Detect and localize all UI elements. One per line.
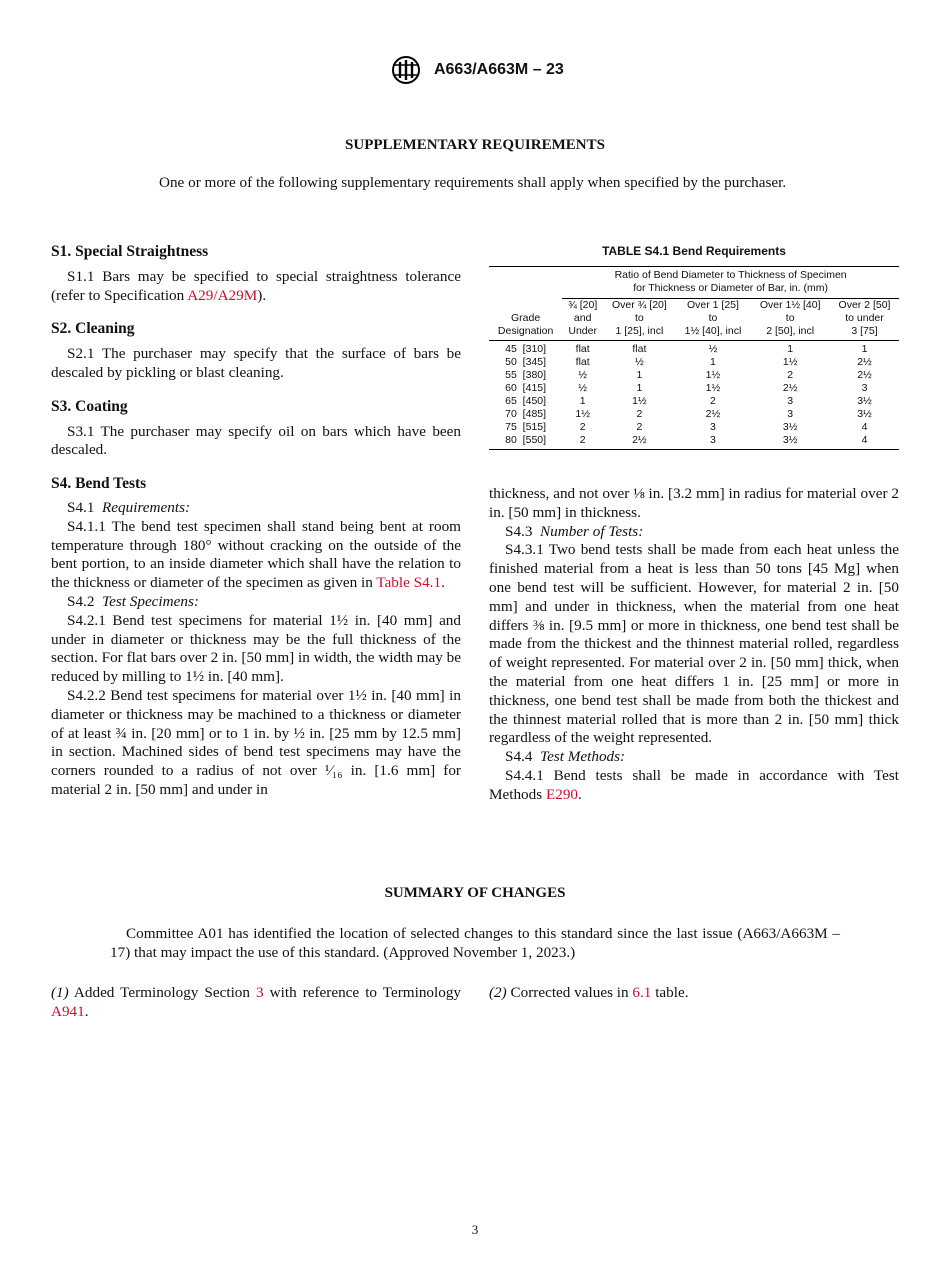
bend-requirements-table-block xyxy=(489,242,899,450)
ratio-cell: 1½ xyxy=(575,407,590,420)
table-row xyxy=(489,356,899,369)
ratio-cell: 1½ xyxy=(705,368,721,381)
ratio-cell: 2½ xyxy=(857,368,872,381)
grade-cell: 75 [515] xyxy=(505,420,547,433)
ratio-cell: 4 xyxy=(861,420,868,433)
section-6-1-link[interactable]: 6.1 xyxy=(632,984,652,1001)
section-3-link[interactable]: 3 xyxy=(256,984,264,1001)
a29-link[interactable]: A29/A29M xyxy=(187,286,258,304)
supplementary-title: SUPPLEMENTARY REQUIREMENTS xyxy=(345,137,605,153)
column-header: Over ¾ [20] to 1 [25], incl xyxy=(611,298,667,337)
grade-cell: 80 [550] xyxy=(505,433,547,446)
ratio-cell: 1 xyxy=(579,394,586,407)
ratio-cell: 2 xyxy=(636,420,643,433)
ratio-cell: 1 xyxy=(636,368,643,381)
grade-cell: 70 [485] xyxy=(505,407,547,420)
column-header: Over 1½ [40] to 2 [50], incl xyxy=(759,298,821,337)
page-header xyxy=(0,55,950,85)
s4-1-1-paragraph: S4.1.1 The bend test specimen shall stand being bent at room temperature through 180° without cracking on the outside of the bent portion, to an inside diameter which shall have the relation to the thickness or diameter of the specimen as given in Table S4.1. xyxy=(51,517,461,592)
s4-2-2-continued: thickness, and not over ⅛ in. [3.2 mm] in radius for material over 2 in. [50 mm] in thickness. xyxy=(489,485,899,521)
ratio-cell: ½ xyxy=(634,355,644,368)
s4-3-1-paragraph: S4.3.1 Two bend tests shall be made from each heat unless the finished material from a heat is less than 50 tons [45 Mg] when one bend test will be sufficient. However, for material 2 in. [50 mm] and under in thickness, when the material from one heat differs ⅜ in. [9.5 mm] or more in thickness, one bend test shall be made from the thickest and the thinnest material rolled, regardless of weight represented. For material over 2 in. [50 mm] thick, when the material from one heat differs 1 in. [25 mm] or more in thickness, one bend test shall be made from both the thickest and the thinnest material rolled that is more than 2 in. [50 mm] thick regardless of the weight represented. xyxy=(489,541,899,747)
supplementary-intro: One or more of the following supplementary requirements shall apply when specified by the purchaser. xyxy=(159,174,787,191)
ratio-cell: ½ xyxy=(708,342,718,355)
s4-heading: S4. Bend Tests xyxy=(51,475,147,493)
ratio-cell: 1½ xyxy=(632,394,647,407)
ratio-cell: 2 xyxy=(787,368,794,381)
s3-1-paragraph: S3.1 The purchaser may specify oil on bars which have been descaled. xyxy=(51,422,461,459)
ratio-cell: 3 xyxy=(710,433,716,446)
s4-2-1-paragraph: S4.2.1 Bend test specimens for material 1½ in. [40 mm] and under in diameter or thickness may be the full thickness of the section. For flat bars over 2 in. [50 mm] in width, the width may be reduced by milling to 1½ in. [40 mm]. xyxy=(51,611,461,686)
table-row xyxy=(489,382,899,395)
ratio-cell: 3½ xyxy=(857,407,872,420)
column-header: Over 2 [50] to under 3 [75] xyxy=(838,298,891,337)
ratio-cell: 1 xyxy=(636,381,643,394)
ratio-cell: 2½ xyxy=(857,355,872,368)
ratio-cell: flat xyxy=(575,342,590,355)
standard-designation: A663/A663M – 23 xyxy=(433,60,564,78)
ratio-cell: 1½ xyxy=(705,381,721,394)
page-number: 3 xyxy=(471,1222,479,1237)
ratio-cell: 2½ xyxy=(782,381,798,394)
table-row xyxy=(489,421,899,434)
ratio-cell: 2 xyxy=(579,433,586,446)
ratio-cell: 3½ xyxy=(782,420,798,433)
s2-heading: S2. Cleaning xyxy=(51,320,135,338)
table-row xyxy=(489,395,899,408)
ratio-cell: 1½ xyxy=(782,355,798,368)
ratio-cell: 2 xyxy=(636,407,643,420)
ratio-cell: 1 xyxy=(861,342,868,355)
ratio-cell: 3 xyxy=(787,394,794,407)
grade-cell: 60 [415] xyxy=(505,381,547,394)
s1-heading: S1. Special Straightness xyxy=(51,243,209,260)
grade-cell: 55 [380] xyxy=(505,368,547,381)
ratio-cell: 2 xyxy=(579,420,586,433)
ratio-cell: 4 xyxy=(861,433,868,446)
grade-cell: 65 [450] xyxy=(505,394,547,407)
grade-cell: 45 [310] xyxy=(505,342,547,355)
s4-2-2-paragraph: S4.2.2 Bend test specimens for material over 1½ in. [40 mm] in diameter or thickness may be machined to a thickness or diameter of at least ¾ in. [20 mm] or to 1 in. by ½ in. [25 mm by 12.5 mm] in section. Machined sides of bend test specimens may have the corners rounded to a radius of not over ¹⁄₁₆ in. [1.6 mm] for material 2 in. [50 mm] and under in xyxy=(51,686,461,798)
table-row xyxy=(489,434,899,450)
ratio-cell: 3½ xyxy=(857,394,872,407)
grade-cell: 50 [345] xyxy=(505,355,547,368)
s3-heading: S3. Coating xyxy=(51,397,128,415)
change-2: (2) Corrected values in 6.1 table. xyxy=(489,984,689,1001)
table-row xyxy=(489,369,899,382)
ratio-cell: 2½ xyxy=(632,433,647,446)
ratio-cell: 1 xyxy=(710,355,716,368)
ratio-cell: 3½ xyxy=(782,433,798,446)
s4-2-heading: S4.2 Test Specimens: xyxy=(67,592,199,610)
ratio-cell: flat xyxy=(575,355,590,368)
ratio-cell: 1 xyxy=(787,342,794,355)
ratio-cell: 3 xyxy=(710,420,716,433)
s4-3-heading: S4.3 Number of Tests: xyxy=(505,522,644,540)
a941-link[interactable]: A941 xyxy=(51,1002,85,1020)
right-column xyxy=(489,485,899,805)
left-column xyxy=(51,243,461,800)
grade-header: Grade Designation xyxy=(497,311,554,337)
table-row xyxy=(489,340,899,356)
column-header: Over 1 [25] to 1½ [40], incl xyxy=(684,298,742,337)
bend-requirements-table xyxy=(489,266,899,450)
ratio-cell: 3 xyxy=(861,381,868,394)
ratio-cell: 2 xyxy=(710,394,716,407)
table-row xyxy=(489,408,899,421)
summary-intro: Committee A01 has identified the location of selected changes to this standard since the last issue (A663/A663M – 17) that may impact the use of this standard. (Approved November 1, 2023.) xyxy=(110,925,840,961)
ratio-cell: flat xyxy=(632,342,647,355)
column-header: ¾ [20] and Under xyxy=(568,298,598,337)
summary-title: SUMMARY OF CHANGES xyxy=(384,885,566,901)
ratio-cell: 2½ xyxy=(705,407,721,420)
e290-link[interactable]: E290 xyxy=(545,785,579,803)
table-title: TABLE S4.1 Bend Requirements xyxy=(602,244,786,258)
ratio-span-header: Ratio of Bend Diameter to Thickness of Specimen for Thickness or Diameter of Bar, in. (mm) xyxy=(562,266,899,298)
s1-1-paragraph: S1.1 Bars may be specified to special straightness tolerance (refer to Specification A29/A29M). xyxy=(51,267,461,304)
ratio-cell: ½ xyxy=(578,381,588,394)
s4-1-heading: S4.1 Requirements: xyxy=(67,498,191,516)
s4-4-1-paragraph: S4.4.1 Bend tests shall be made in accordance with Test Methods E290. xyxy=(489,766,899,803)
table-s4-1-link[interactable]: Table S4.1 xyxy=(376,574,442,592)
ratio-cell: ½ xyxy=(578,368,588,381)
s4-4-heading: S4.4 Test Methods: xyxy=(505,748,626,766)
astm-logo-icon xyxy=(386,55,426,85)
change-1: (1) Added Terminology Section 3 with reference to Terminology A941. xyxy=(51,984,462,1020)
s2-1-paragraph: S2.1 The purchaser may specify that the surface of bars be descaled by pickling or blast cleaning. xyxy=(51,345,461,381)
ratio-cell: 3 xyxy=(787,407,794,420)
